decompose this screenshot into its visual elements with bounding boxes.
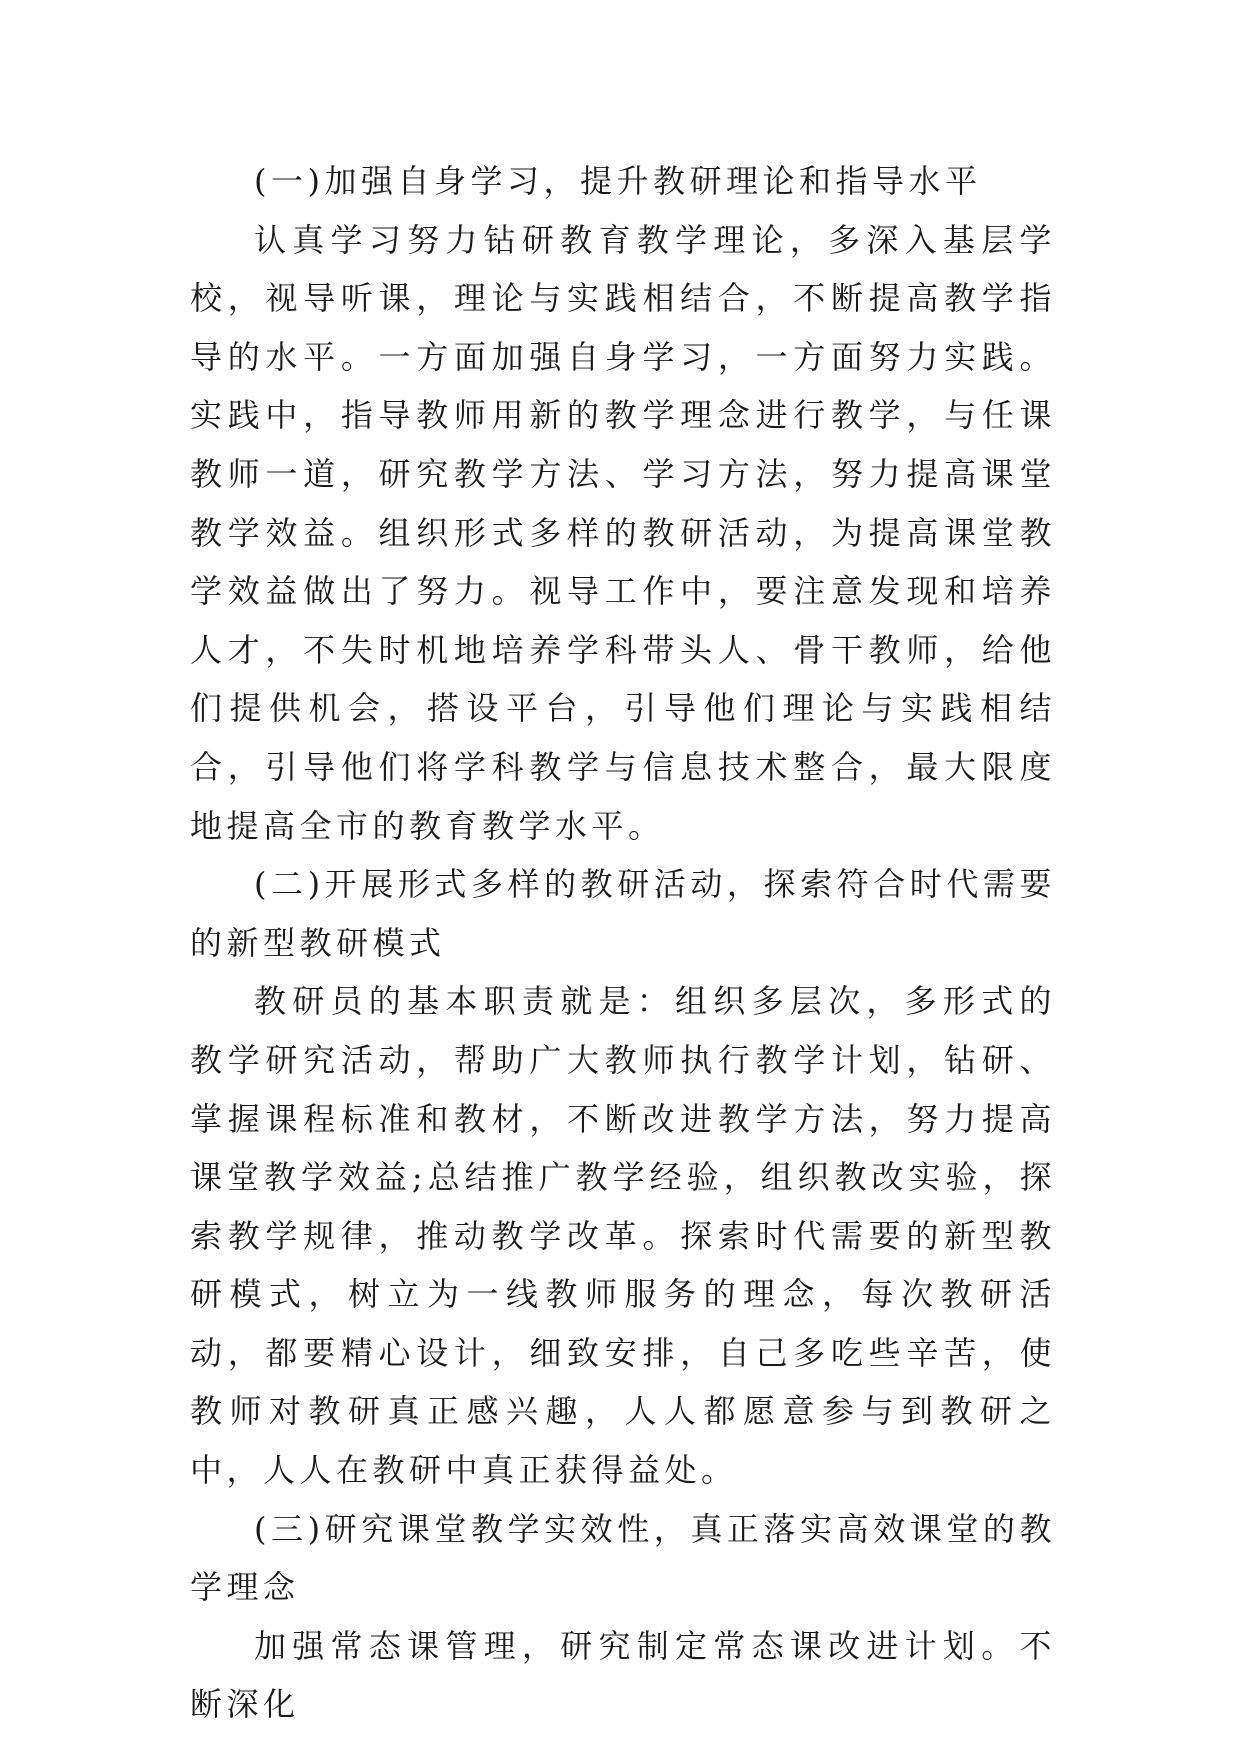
section-heading-1: (一)加强自身学习，提升教研理论和指导水平 — [254, 162, 982, 200]
section-heading-2: (二)开展形式多样的教研活动，探索符合时代需要的新型教研模式 — [190, 865, 1056, 962]
section-heading-3: (三)研究课堂教学实效性，真正落实高效课堂的教学理念 — [190, 1509, 1056, 1607]
body-paragraph-3: 加强常态课管理，研究制定常态课改进计划。不断深化 — [190, 1626, 1056, 1724]
body-paragraph-2: 教研员的基本职责就是：组织多层次，多形式的教学研究活动，帮助广大教师执行教学计划，钻研、掌握课程标准和教材，不断改进教学方法，努力提高课堂教学效益;总结推广教学经验，组织教改实验，探索教学规律，推动教学改革。探索时代需要的新型教研模式，树立为一线教师服务的理念，每次教研活动，都要精心设计，细致安排，自己多吃些辛苦，使教师对教研真正感兴趣，人人都愿意参与到教研之中，人人在教研中真正获得益处。 — [190, 982, 1056, 1490]
document-body — [190, 152, 1056, 1734]
body-paragraph-1: 认真学习努力钻研教育教学理论，多深入基层学校，视导听课，理论与实践相结合，不断提高教学指导的水平。一方面加强自身学习，一方面努力实践。实践中，指导教师用新的教学理念进行教学，与任课教师一道，研究教学方法、学习方法，努力提高课堂教学效益。组织形式多样的教研活动，为提高课堂教学效益做出了努力。视导工作中，要注意发现和培养人才，不失时机地培养学科带头人、骨干教师，给他们提供机会，搭设平台，引导他们理论与实践相结合，引导他们将学科教学与信息技术整合，最大限度地提高全市的教育教学水平。 — [190, 220, 1056, 845]
